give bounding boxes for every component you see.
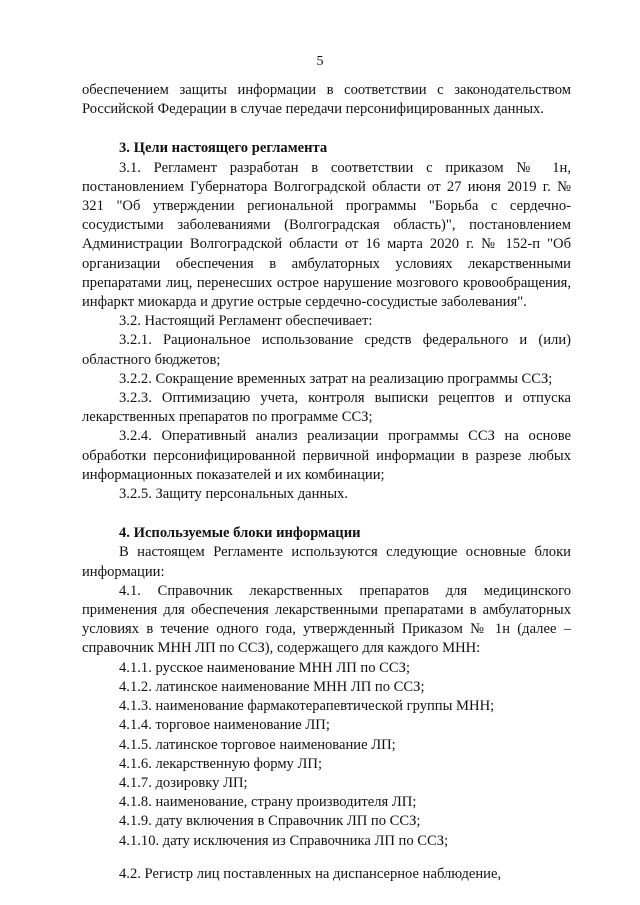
- item-4-1-2: 4.1.2. латинское наименование МНН ЛП по ССЗ;: [119, 678, 425, 695]
- item-4-1-3: 4.1.3. наименование фармакотерапевтической группы МНН;: [119, 698, 495, 715]
- page-content: [82, 81, 571, 884]
- item-3-2-3: 3.2.3. Оптимизацию учета, контроля выписки рецептов и отпуска лекарственных препаратов по программе ССЗ;: [82, 390, 571, 426]
- item-3-2-4: 3.2.4. Оперативный анализ реализации программы ССЗ на основе обработки персонифицированной первичной информации в разрезе любых информационных показателей и их комбинации;: [82, 428, 571, 483]
- item-4-1-5: 4.1.5. латинское торговое наименование ЛП;: [119, 736, 396, 753]
- paragraph-4-1: 4.1. Справочник лекарственных препаратов для медицинского применения для обеспечения лекарственными препаратами в амбулаторных условиях в течение одного года, утвержденный Приказом № 1н (далее – справочник МНН ЛП по ССЗ), содержащего для каждого МНН:: [82, 582, 571, 657]
- item-4-1-8: 4.1.8. наименование, страну производителя ЛП;: [119, 794, 417, 811]
- item-4-1-4: 4.1.4. торговое наименование ЛП;: [119, 717, 330, 734]
- item-4-1-10: 4.1.10. дату исключения из Справочника ЛП по ССЗ;: [119, 832, 449, 849]
- section-4-heading: 4. Используемые блоки информации: [119, 525, 361, 542]
- item-4-1-7: 4.1.7. дозировку ЛП;: [119, 774, 248, 791]
- item-3-2-1: 3.2.1. Рациональное использование средств федерального и (или) областного бюджетов;: [82, 332, 571, 368]
- item-3-2-5: 3.2.5. Защиту персональных данных.: [119, 486, 348, 503]
- item-4-1-9: 4.1.9. дату включения в Справочник ЛП по ССЗ;: [119, 813, 421, 830]
- paragraph-3-2: 3.2. Настоящий Регламент обеспечивает:: [119, 313, 373, 330]
- paragraph-4-2: 4.2. Регистр лиц поставленных на диспансерное наблюдение,: [119, 865, 502, 882]
- paragraph-4-intro: В настоящем Регламенте используются следующие основные блоки информации:: [82, 544, 571, 580]
- item-4-1-6: 4.1.6. лекарственную форму ЛП;: [119, 755, 322, 772]
- item-3-2-2: 3.2.2. Сокращение временных затрат на реализацию программы ССЗ;: [119, 370, 553, 387]
- item-4-1-1: 4.1.1. русское наименование МНН ЛП по ССЗ;: [119, 659, 411, 676]
- paragraph-3-1: 3.1. Регламент разработан в соответствии с приказом № 1н, постановлением Губернатора Волгоградской области от 27 июня 2019 г. № 321 "Об утверждении региональной программы "Борьба с сердечно-сосудистыми заболеваниями (Волгоградская область)", постановлением Администрации Волгоградской области от 16 марта 2020 г. № 152-п "Об организации обеспечения в амбулаторных условиях лекарственными препаратами лиц, перенесших острое нарушение мозгового кровообращения, инфаркт миокарда и другие острые сердечно-сосудистые заболевания".: [82, 159, 571, 311]
- page-number: 5: [316, 54, 324, 69]
- section-3-heading: 3. Цели настоящего регламента: [119, 140, 328, 157]
- intro-paragraph: обеспечением защиты информации в соответствии с законодательством Российской Федерации в случае передачи персонифицированных данных.: [82, 82, 571, 118]
